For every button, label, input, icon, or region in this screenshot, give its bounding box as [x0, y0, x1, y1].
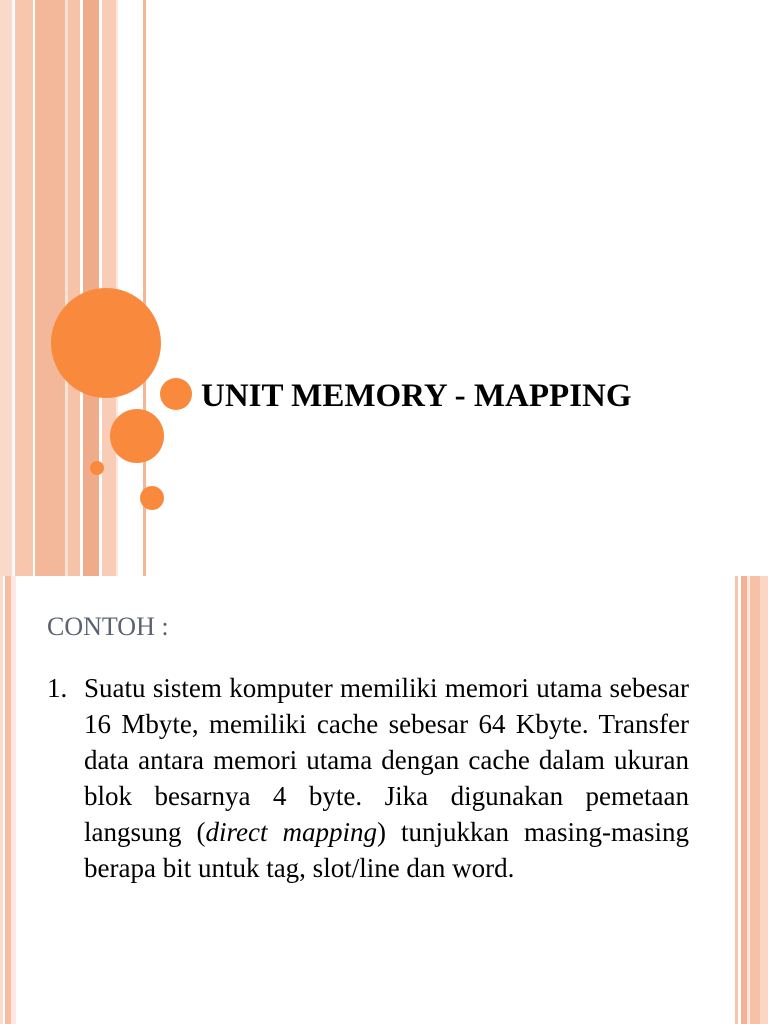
- decorative-circle: [110, 409, 164, 463]
- decorative-circle: [140, 486, 164, 510]
- decorative-circle-large: [51, 288, 161, 398]
- decorative-stripe: [0, 0, 12, 576]
- decorative-stripe: [35, 0, 65, 576]
- list-item-text-after: ) tunjukkan masing-masing berapa bit untuk tag, slot/line dan word.: [84, 817, 689, 883]
- decorative-circle: [160, 378, 192, 410]
- decorative-circle-small: [90, 461, 104, 475]
- list-item-text: [84, 670, 689, 886]
- decorative-stripe: [760, 576, 768, 1024]
- content-slide: [0, 576, 768, 1024]
- decorative-stripe: [750, 576, 760, 1024]
- decorative-stripe: [11, 576, 16, 1024]
- list-item: [47, 670, 689, 886]
- list-item-text-before: Suatu sistem komputer memiliki memori utama sebesar 16 Mbyte, memiliki cache sebesar 64 Kbyte. Transfer data antara memori utama dengan cache dalam ukuran blok besarnya 4 byte. Jika digunakan pemetaan langsung (: [84, 673, 689, 847]
- list-item-text-italic: direct mapping: [205, 817, 377, 847]
- section-heading: CONTOH :: [47, 612, 169, 641]
- decorative-stripe: [68, 0, 80, 576]
- example-list: [47, 670, 689, 886]
- decorative-stripe: [15, 0, 33, 576]
- list-item-number: 1.: [47, 673, 68, 703]
- slide-title: UNIT MEMORY - MAPPING: [201, 378, 632, 414]
